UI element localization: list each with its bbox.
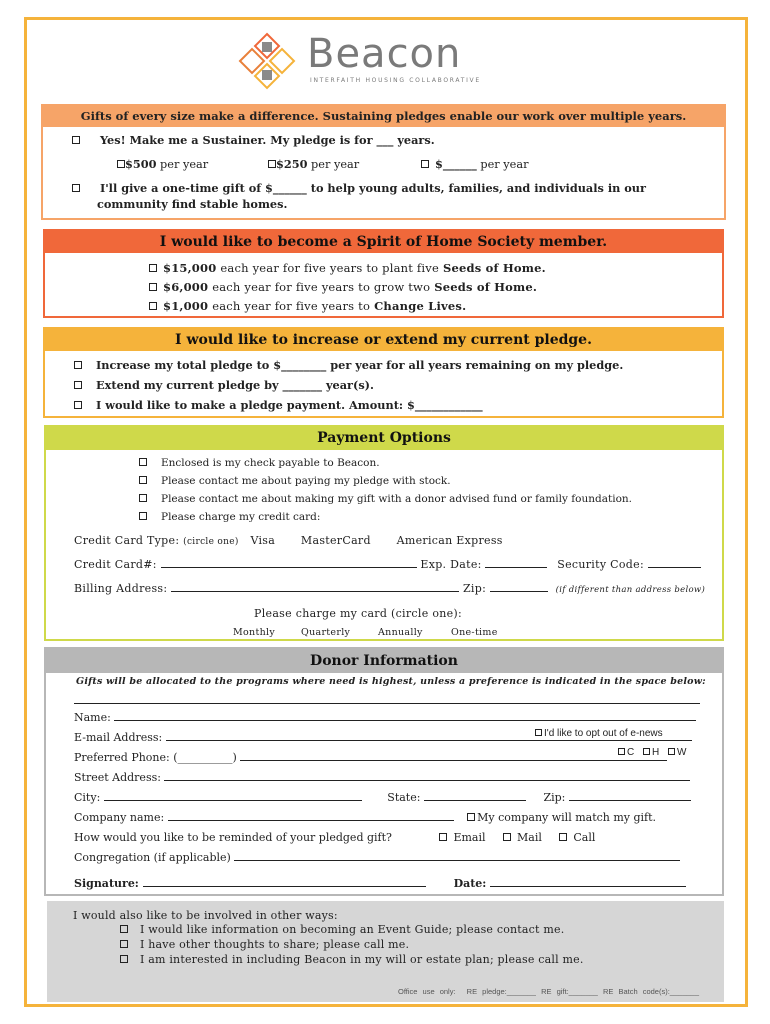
street-row: Street Address: (74, 771, 690, 785)
date-field[interactable] (490, 877, 686, 887)
society-header: I would like to become a Spirit of Home Society member. (45, 231, 722, 253)
onetime-checkbox[interactable] (72, 184, 80, 192)
city-field[interactable] (104, 791, 362, 801)
payment-checkbox[interactable] (139, 512, 147, 520)
name-row: Name: (74, 711, 696, 725)
optout-option[interactable]: I'd like to opt out of e-news (535, 727, 663, 741)
remind-row: How would you like to be reminded of your pledged gift? Email Mail Call (74, 831, 596, 844)
match-checkbox[interactable] (467, 813, 475, 821)
payment-checkbox[interactable] (139, 494, 147, 502)
amex-option[interactable]: American Express (396, 534, 503, 547)
society-option[interactable]: $6,000 each year for five years to grow two Seeds of Home. (149, 280, 537, 294)
zip-field[interactable] (569, 791, 691, 801)
state-field[interactable] (424, 791, 526, 801)
onetime-line2: community find stable homes. (97, 197, 288, 211)
increase-option[interactable]: Increase my total pledge to $________ per year for all years remaining on my pledge. (74, 358, 623, 372)
signature-row: Signature: Date: (74, 877, 686, 891)
frequency-option[interactable]: Quarterly (301, 627, 351, 638)
sustainer-checkbox[interactable] (72, 136, 80, 144)
sustainer-option[interactable]: Yes! Make me a Sustainer. My pledge is for ___ years. (72, 133, 435, 147)
option-other[interactable]: $______ per year (421, 157, 528, 172)
billing-row: Billing Address: Zip: (if different than address below) (74, 582, 706, 595)
beacon-logo-icon (232, 32, 302, 90)
involve-option[interactable]: I have other thoughts to share; please call me. (120, 938, 409, 952)
email-row: E-mail Address: (74, 731, 692, 745)
involve-header: I would also like to be involved in other ways: (73, 909, 338, 922)
onetime-option[interactable]: I'll give a one-time gift of $______ to help young adults, families, and individuals in our (72, 181, 646, 195)
remind-call-checkbox[interactable] (559, 833, 567, 841)
increase-checkbox[interactable] (74, 401, 82, 409)
payment-checkbox[interactable] (139, 476, 147, 484)
office-use: Office use only: RE pledge:_______ RE gift:_______ RE Batch code(s):_______ (398, 987, 700, 996)
society-checkbox[interactable] (149, 283, 157, 291)
security-code-field[interactable] (648, 558, 701, 568)
society-option[interactable]: $15,000 each year for five years to plant five Seeds of Home. (149, 261, 546, 275)
society-checkbox[interactable] (149, 302, 157, 310)
checkbox-250[interactable] (268, 160, 276, 168)
phone-type-options: C H W (618, 746, 686, 760)
optout-checkbox[interactable] (535, 729, 542, 736)
match-label: My company will match my gift. (477, 811, 657, 824)
remind-mail-checkbox[interactable] (503, 833, 511, 841)
phone-row: Preferred Phone: (__________) (74, 751, 667, 765)
logo-tagline: INTERFAITH HOUSING COLLABORATIVE (310, 77, 481, 84)
remind-email-checkbox[interactable] (439, 833, 447, 841)
gifts-header: Gifts of every size make a difference. Sustaining pledges enable our work over multiple years. (43, 106, 724, 127)
charge-label: Please charge my card (circle one): (254, 607, 463, 620)
involve-option[interactable]: I would like information on becoming an Event Guide; please contact me. (120, 923, 564, 937)
increase-option[interactable]: I would like to make a pledge payment. Amount: $____________ (74, 398, 483, 412)
donor-note: Gifts will be allocated to the programs where need is highest, unless a preference is indicated in the space below: (76, 676, 706, 687)
frequency-option[interactable]: One-time (451, 627, 498, 638)
phone-field[interactable] (240, 751, 667, 761)
cc-number-row: Credit Card#: Exp. Date: Security Code: (74, 558, 701, 572)
cc-number-field[interactable] (161, 558, 417, 568)
involve-checkbox[interactable] (120, 940, 128, 948)
payment-option[interactable]: Please contact me about paying my pledge with stock. (139, 474, 451, 488)
frequency-option[interactable]: Annually (378, 627, 423, 638)
donor-header: Donor Information (46, 649, 722, 673)
visa-option[interactable]: Visa (250, 534, 276, 547)
increase-option[interactable]: Extend my current pledge by _______ year(s). (74, 378, 374, 392)
company-row: Company name: My company will match my gift. (74, 811, 657, 824)
involve-option[interactable]: I am interested in including Beacon in my will or estate plan; please call me. (120, 953, 584, 967)
checkbox-500[interactable] (117, 160, 125, 168)
city-row: City: State: Zip: (74, 791, 691, 805)
billing-address-field[interactable] (171, 582, 459, 592)
option-500[interactable]: $500 per year (117, 157, 208, 172)
signature-field[interactable] (143, 877, 426, 887)
billing-zip-field[interactable] (490, 582, 548, 592)
payment-header: Payment Options (46, 427, 722, 450)
involve-checkbox[interactable] (120, 955, 128, 963)
society-checkbox[interactable] (149, 264, 157, 272)
mastercard-option[interactable]: MasterCard (300, 534, 371, 547)
checkbox-other[interactable] (421, 160, 429, 168)
cc-type-row: Credit Card Type: (circle one) Visa MasterCard American Express (74, 534, 503, 547)
congregation-row: Congregation (if applicable) (74, 851, 680, 865)
congregation-field[interactable] (234, 851, 680, 861)
increase-checkbox[interactable] (74, 381, 82, 389)
payment-checkbox[interactable] (139, 458, 147, 466)
exp-date-field[interactable] (485, 558, 547, 568)
payment-option[interactable]: Please contact me about making my gift with a donor advised fund or family foundation. (139, 492, 632, 506)
option-250[interactable]: $250 per year (268, 157, 359, 172)
logo-name: Beacon (307, 31, 462, 77)
payment-option[interactable]: Please charge my credit card: (139, 510, 320, 524)
preference-field[interactable] (74, 703, 700, 704)
company-field[interactable] (168, 811, 454, 821)
society-option[interactable]: $1,000 each year for five years to Change Lives. (149, 299, 466, 313)
payment-option[interactable]: Enclosed is my check payable to Beacon. (139, 456, 380, 470)
frequency-option[interactable]: Monthly (233, 627, 276, 638)
name-field[interactable] (114, 711, 696, 721)
phone-work-checkbox[interactable] (668, 748, 675, 755)
increase-header: I would like to increase or extend my current pledge. (45, 329, 722, 351)
increase-checkbox[interactable] (74, 361, 82, 369)
street-field[interactable] (164, 771, 690, 781)
involve-checkbox[interactable] (120, 925, 128, 933)
